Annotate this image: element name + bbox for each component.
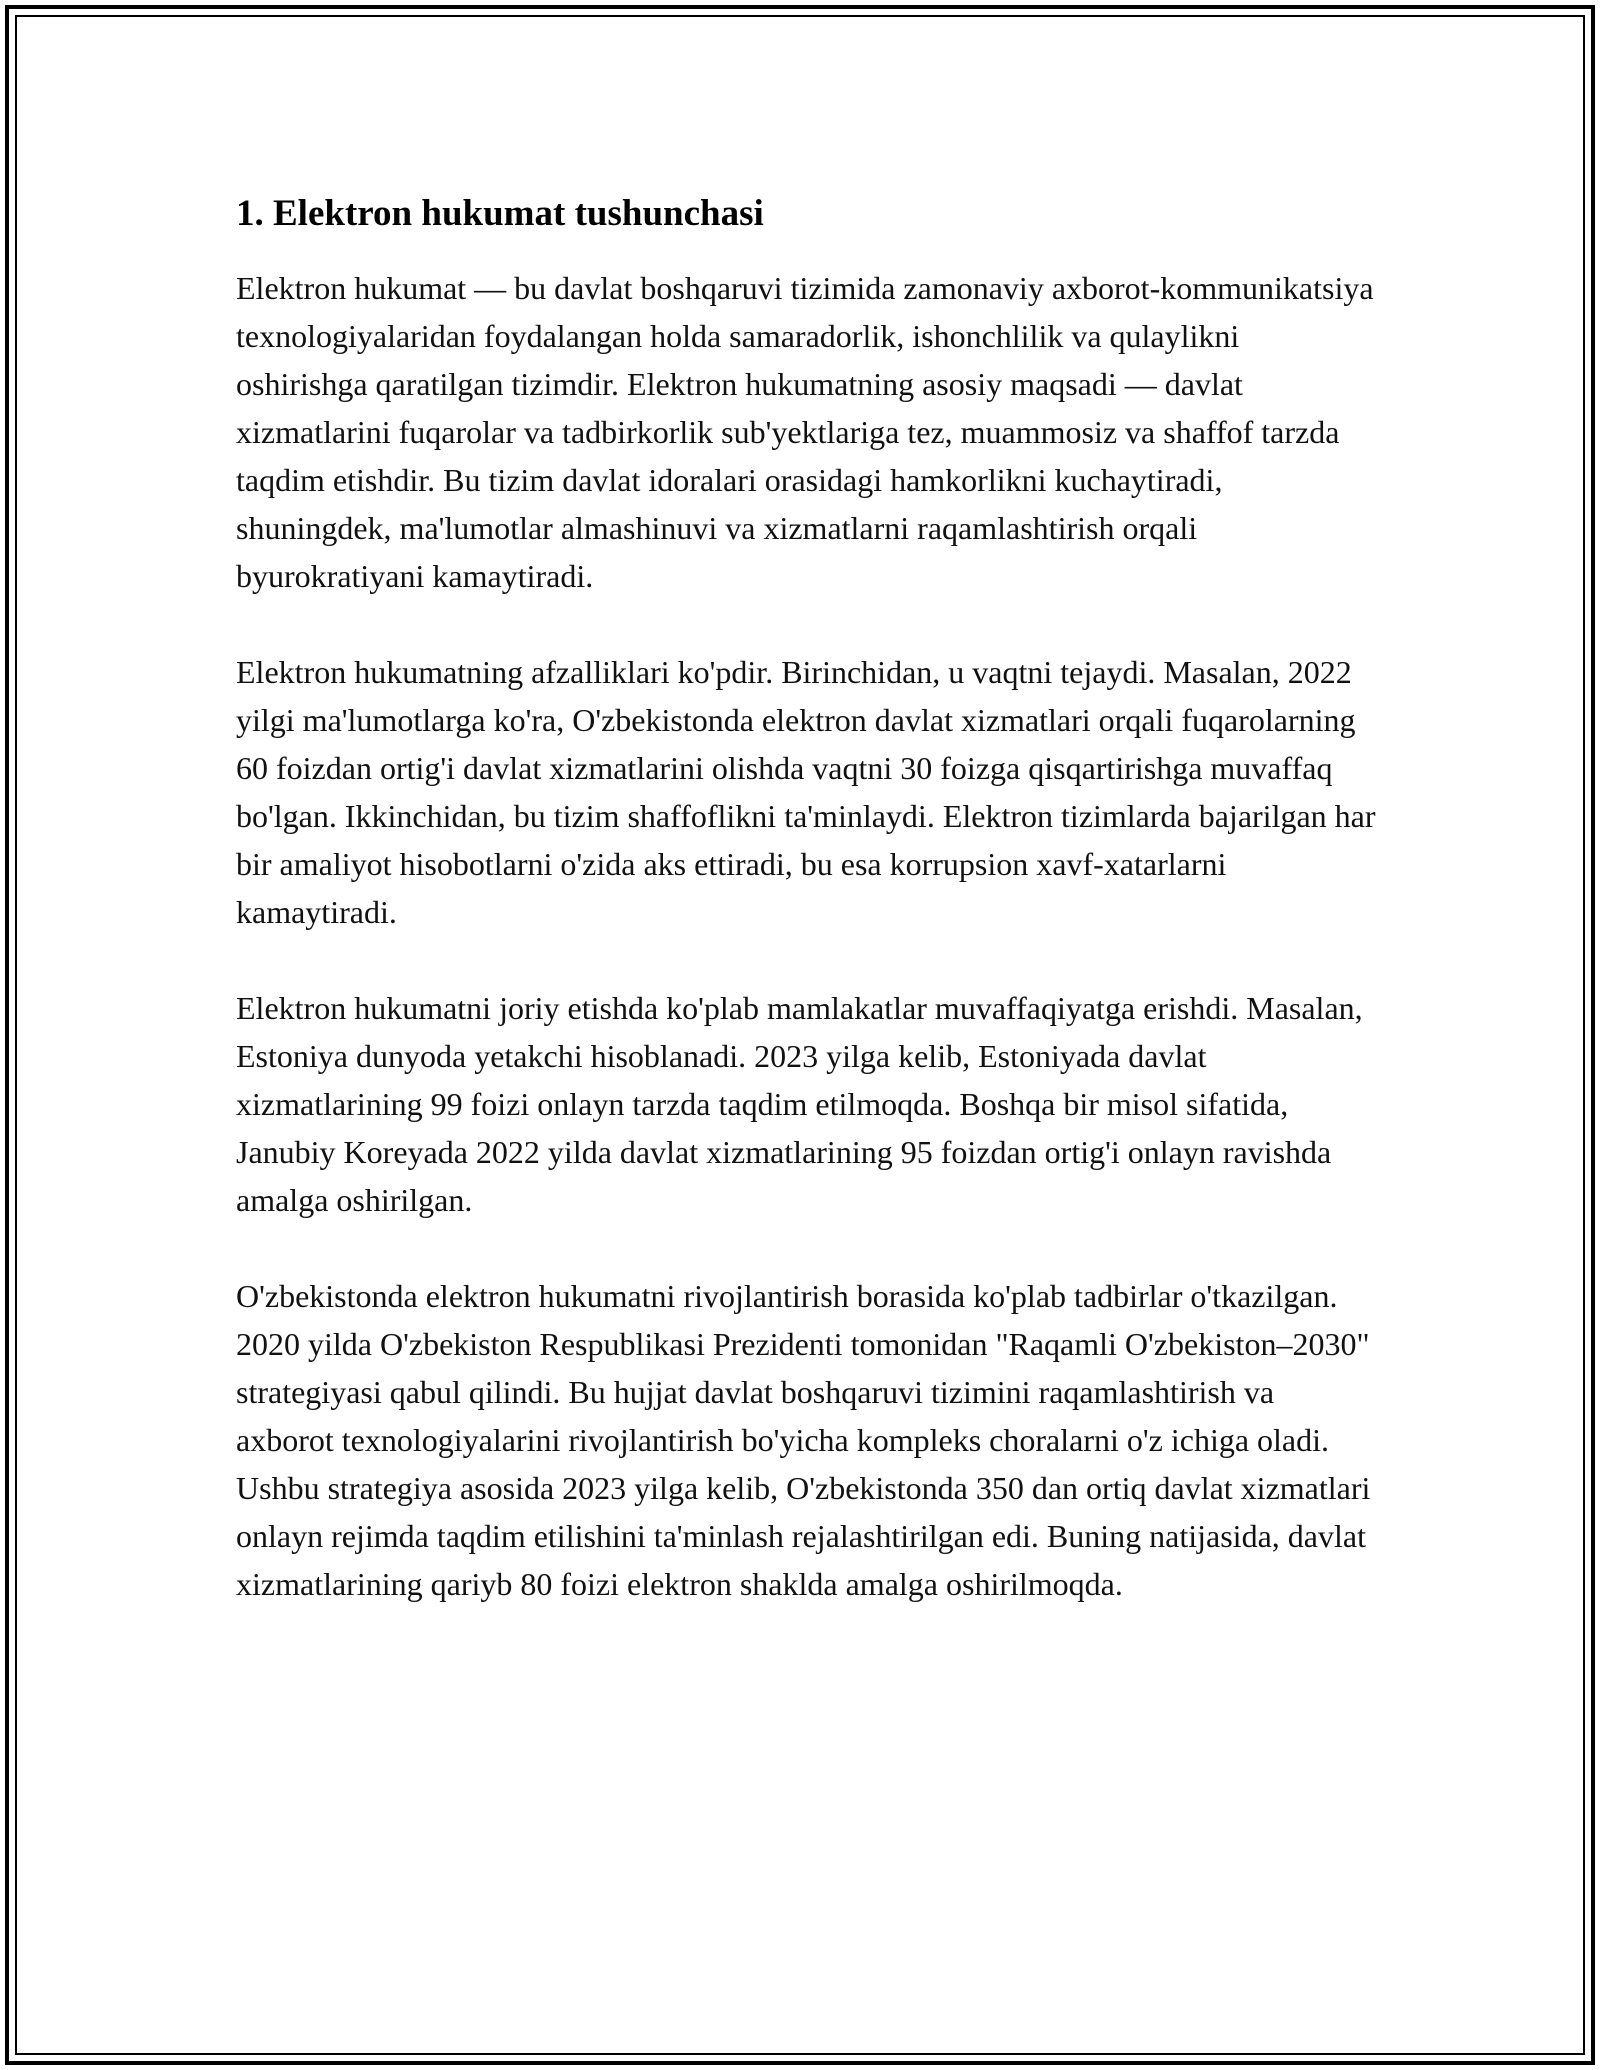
section-heading: 1. Elektron hukumat tushunchasi	[236, 193, 764, 234]
paragraph-4: O'zbekistonda elektron hukumatni rivojlantirish borasida ko'plab tadbirlar o'tkazilgan. 2020 yilda O'zbekiston Respublikasi Prezidenti tomonidan "Raqamli O'zbekiston–2030" strategiyasi qabul qilindi. Bu hujjat davlat boshqaruvi tizimini raqamlashtirish va axborot texnologiyalarini rivojlantirish bo'yicha kompleks choralarni o'z ichiga oladi. Ushbu strategiya asosida 2023 yilga kelib, O'zbekistonda 350 dan ortiq davlat xizmatlari onlayn rejimda taqdim etilishini ta'minlash rejalashtirilgan edi. Buning natijasida, davlat xizmatlarining qariyb 80 foizi elektron shaklda amalga oshirilmoqda.	[236, 1278, 1371, 1602]
paragraph-2: Elektron hukumatning afzalliklari ko'pdir. Birinchidan, u vaqtni tejaydi. Masalan, 2022 yilgi ma'lumotlarga ko'ra, O'zbekistonda elektron davlat xizmatlari orqali fuqarolarning 60 foizdan ortig'i davlat xizmatlarini olishda vaqtni 30 foizga qisqartirishga muvaffaq bo'lgan. Ikkinchidan, bu tizim shaffoflikni ta'minlaydi. Elektron tizimlarda bajarilgan har bir amaliyot hisobotlarni o'zida aks ettiradi, bu esa korrupsion xavf-xatarlarni kamaytiradi.	[236, 654, 1376, 930]
document-body	[236, 190, 1376, 1656]
paragraph-3: Elektron hukumatni joriy etishda ko'plab mamlakatlar muvaffaqiyatga erishdi. Masalan, Estoniya dunyoda yetakchi hisoblanadi. 2023 yilga kelib, Estoniyada davlat xizmatlarining 99 foizi onlayn tarzda taqdim etilmoqda. Boshqa bir misol sifatida, Janubiy Koreyada 2022 yilda davlat xizmatlarining 95 foizdan ortig'i onlayn ravishda amalga oshirilgan.	[236, 990, 1363, 1218]
paragraph-1: Elektron hukumat — bu davlat boshqaruvi tizimida zamonaviy axborot-kommunikatsiya texnologiyalaridan foydalangan holda samaradorlik, ishonchlilik va qulaylikni oshirishga qaratilgan tizimdir. Elektron hukumatning asosiy maqsadi — davlat xizmatlarini fuqarolar va tadbirkorlik sub'yektlariga tez, muammosiz va shaffof tarzda taqdim etishdir. Bu tizim davlat idoralari orasidagi hamkorlikni kuchaytiradi, shuningdek, ma'lumotlar almashinuvi va xizmatlarni raqamlashtirish orqali byurokratiyani kamaytiradi.	[236, 270, 1374, 594]
